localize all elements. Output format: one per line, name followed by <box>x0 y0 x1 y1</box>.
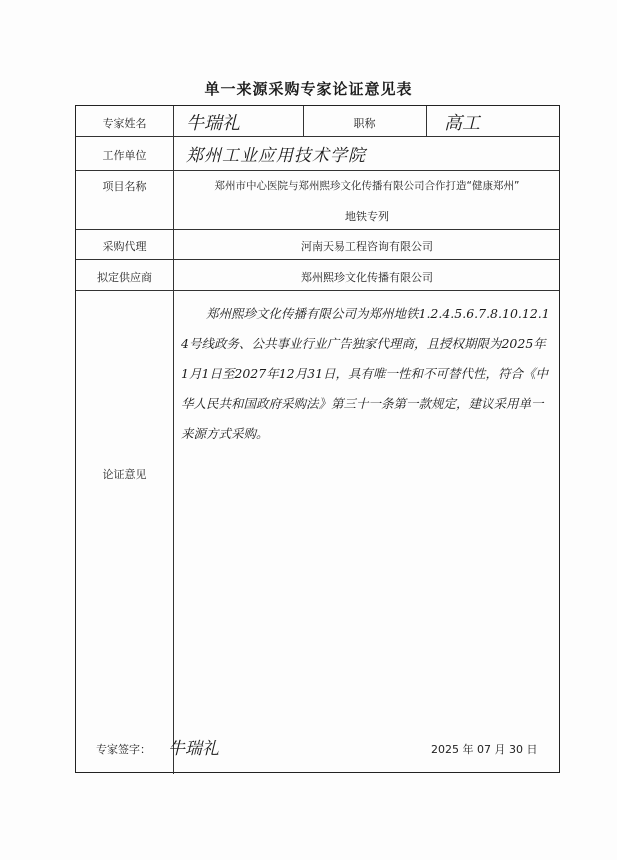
row-divider <box>76 229 559 230</box>
label-column-divider <box>173 106 174 774</box>
agency-value: 河南天易工程咨询有限公司 <box>301 240 433 253</box>
professional-title-label: 职称 <box>353 117 376 130</box>
project-name-line-1: 郑州市中心医院与郑州熙珍文化传播有限公司合作打造“健康郑州” <box>214 180 520 192</box>
expert-name-value: 牛瑞礼 <box>186 113 240 134</box>
project-name-label: 项目名称 <box>102 180 147 193</box>
project-name-line-2: 地铁专列 <box>345 210 389 223</box>
opinion-label: 论证意见 <box>102 468 147 481</box>
supplier-label: 拟定供应商 <box>97 271 152 284</box>
signature-value: 牛瑞礼 <box>168 739 219 759</box>
agency-label: 采购代理 <box>102 240 147 253</box>
expert-name-label: 专家姓名 <box>102 117 147 130</box>
column-divider <box>426 106 427 136</box>
professional-title-value: 高工 <box>444 113 480 134</box>
supplier-value: 郑州熙珍文化传播有限公司 <box>301 271 433 284</box>
row-divider <box>76 136 559 137</box>
row-divider <box>76 290 559 291</box>
signature-label: 专家签字： <box>96 743 151 756</box>
work-unit-label: 工作单位 <box>102 149 147 162</box>
expert-opinion-table <box>75 105 560 773</box>
row-divider <box>76 259 559 260</box>
row-divider <box>76 170 559 171</box>
work-unit-value: 郑州工业应用技术学院 <box>186 146 366 166</box>
signature-date: 2025 年 07 月 30 日 <box>431 743 538 756</box>
form-title: 单一来源采购专家论证意见表 <box>204 80 413 98</box>
opinion-handwritten-text: 郑州熙珍文化传播有限公司为郑州地铁1.2.4.5.6.7.8.10.12.14号线政务、公共事业行业广告独家代理商，且授权期限为2025年1月1日至2027年12月31日，具有唯一性和不可替代性，符合《中华人民共和国政府采购法》第三十一条第一款规定，建议采用单一来源方式采购。 <box>181 306 550 441</box>
